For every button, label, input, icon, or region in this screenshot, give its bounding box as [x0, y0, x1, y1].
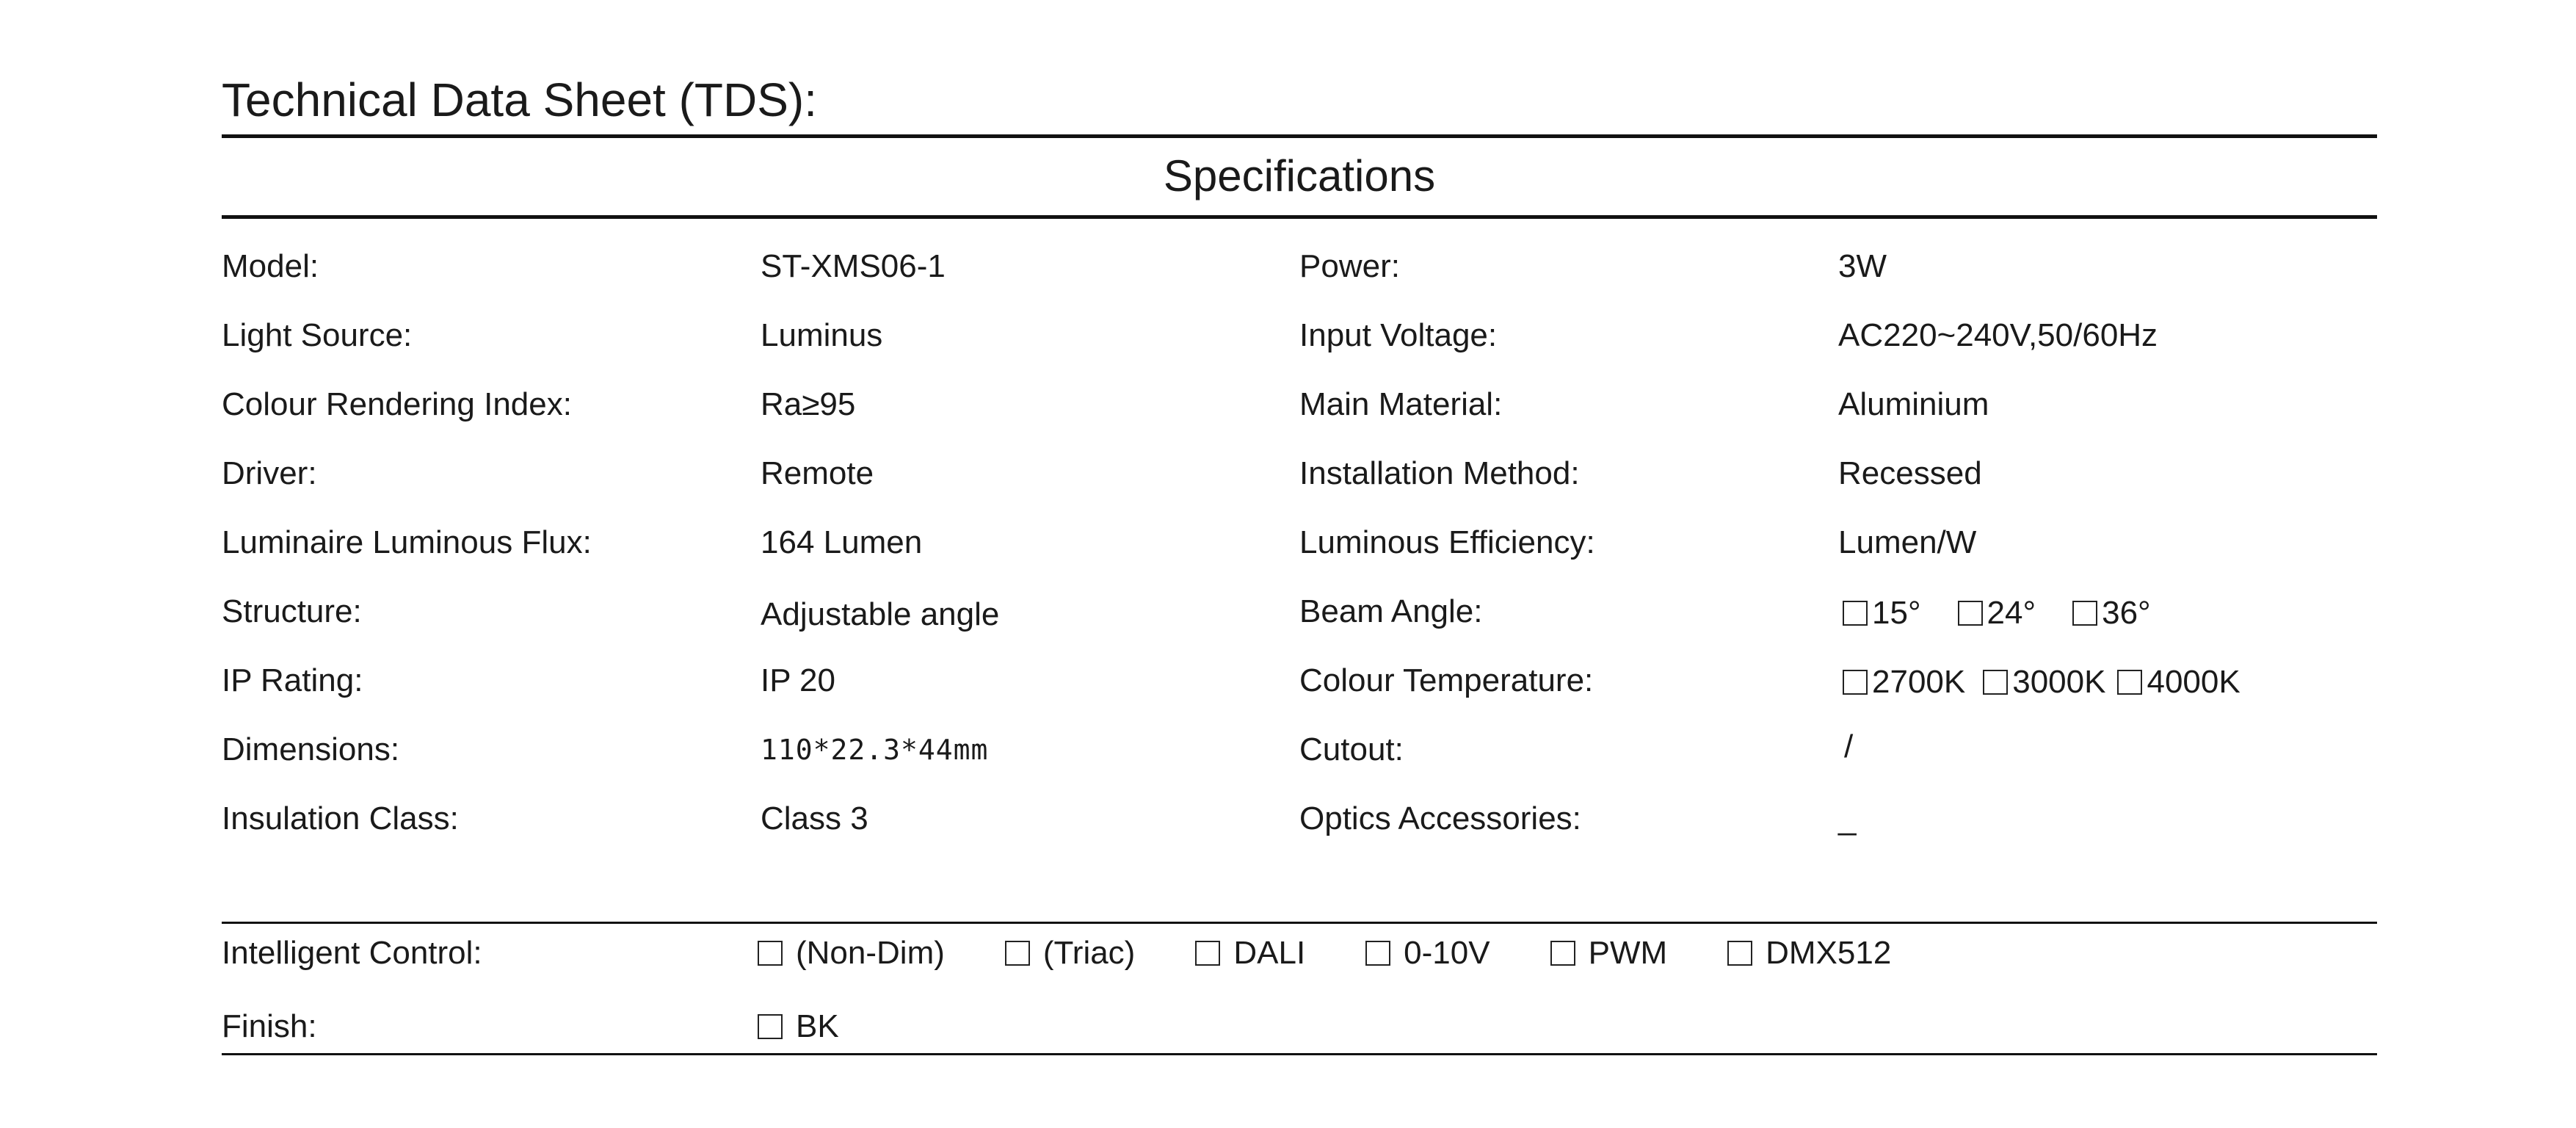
spec-value-driver: Remote — [761, 455, 874, 491]
spec-value-cutout: / — [1844, 728, 1854, 764]
spec-label-insulation-class: Insulation Class: — [222, 800, 459, 836]
spec-label-input-voltage: Input Voltage: — [1299, 317, 1498, 353]
spec-value-structure: Adjustable angle — [761, 596, 1000, 632]
spec-label-optics-accessories: Optics Accessories: — [1299, 800, 1581, 836]
document-title: Technical Data Sheet (TDS): — [222, 73, 817, 126]
spec-row — [222, 577, 2377, 646]
beam-angle-option[interactable]: 24° — [1953, 579, 2036, 648]
checkbox-icon[interactable] — [1843, 601, 1868, 626]
intelligent-control-options — [753, 916, 1947, 990]
spec-row — [222, 439, 2377, 508]
spec-value-main-material: Aluminium — [1838, 386, 1989, 422]
spec-label-model: Model: — [222, 248, 319, 284]
spec-label-colour-temperature: Colour Temperature: — [1299, 662, 1594, 698]
spec-row — [222, 646, 2377, 715]
control-option-dmx512[interactable]: DMX512 — [1723, 935, 1891, 972]
spec-value-luminous-flux: 164 Lumen — [761, 524, 923, 560]
finish-row — [222, 990, 2377, 1063]
checkbox-icon[interactable] — [1005, 941, 1030, 966]
colour-temperature-option[interactable]: 3000K — [1978, 648, 2105, 717]
spec-label-ip-rating: IP Rating: — [222, 662, 363, 698]
spec-label-cutout: Cutout: — [1299, 731, 1404, 767]
checkbox-icon[interactable] — [758, 1014, 783, 1039]
top-divider — [222, 134, 2377, 138]
beam-angle-option[interactable]: 15° — [1838, 579, 1921, 648]
checkbox-icon[interactable] — [1365, 941, 1390, 966]
checkbox-icon[interactable] — [1195, 941, 1220, 966]
spec-label-luminous-flux: Luminaire Luminous Flux: — [222, 524, 592, 560]
spec-row — [222, 301, 2377, 370]
spec-label-luminous-efficiency: Luminous Efficiency: — [1299, 524, 1595, 560]
spec-value-dimensions: 110*22.3*44mm — [761, 734, 989, 766]
control-option-non-dim[interactable]: (Non-Dim) — [753, 935, 945, 972]
checkbox-icon[interactable] — [1727, 941, 1752, 966]
checkbox-icon[interactable] — [1958, 601, 1983, 626]
finish-options — [753, 990, 895, 1063]
checkbox-icon[interactable] — [758, 941, 783, 966]
spec-label-driver: Driver: — [222, 455, 317, 491]
tds-sheet — [222, 0, 2377, 1128]
spec-row — [222, 508, 2377, 577]
checkbox-icon[interactable] — [2117, 670, 2142, 695]
control-option-pwm[interactable]: PWM — [1546, 935, 1668, 972]
spec-label-dimensions: Dimensions: — [222, 731, 400, 767]
checkbox-icon[interactable] — [1843, 670, 1868, 695]
spec-value-installation-method: Recessed — [1838, 455, 1982, 491]
spec-label-main-material: Main Material: — [1299, 386, 1503, 422]
spec-label-cri: Colour Rendering Index: — [222, 386, 572, 422]
colour-temperature-option[interactable]: 4000K — [2113, 648, 2240, 717]
checkbox-icon[interactable] — [1550, 941, 1575, 966]
spec-label-power: Power: — [1299, 248, 1400, 284]
spec-value-insulation-class: Class 3 — [761, 800, 868, 836]
colour-temperature-options — [1838, 648, 2263, 719]
spec-value-cri: Ra≥95 — [761, 386, 856, 422]
beam-angle-option[interactable]: 36° — [2068, 579, 2151, 648]
spec-row — [222, 715, 2377, 784]
spec-value-model: ST-XMS06-1 — [761, 248, 946, 284]
spec-row — [222, 370, 2377, 439]
spec-row — [222, 232, 2377, 301]
bottom-divider — [222, 1053, 2377, 1055]
checkbox-icon[interactable] — [1983, 670, 2008, 695]
beam-angle-options — [1838, 579, 2173, 650]
colour-temperature-option[interactable]: 2700K — [1838, 648, 1965, 717]
control-option-triac[interactable]: (Triac) — [1001, 935, 1135, 972]
spec-value-light-source: Luminus — [761, 317, 883, 353]
checkbox-icon[interactable] — [2072, 601, 2097, 626]
intelligent-control-label: Intelligent Control: — [222, 935, 482, 971]
spec-label-installation-method: Installation Method: — [1299, 455, 1580, 491]
spec-value-input-voltage: AC220~240V,50/60Hz — [1838, 317, 2158, 353]
spec-value-ip-rating: IP 20 — [761, 662, 835, 698]
spec-value-luminous-efficiency: Lumen/W — [1838, 524, 1977, 560]
finish-option-bk[interactable]: BK — [753, 1008, 839, 1045]
spec-label-light-source: Light Source: — [222, 317, 413, 353]
spec-row — [222, 784, 2377, 853]
spec-label-structure: Structure: — [222, 593, 362, 629]
control-option-0-10v[interactable]: 0-10V — [1361, 935, 1490, 972]
spec-value-power: 3W — [1838, 248, 1887, 284]
finish-label: Finish: — [222, 1008, 317, 1044]
spec-label-beam-angle: Beam Angle: — [1299, 593, 1483, 629]
heading-divider — [222, 215, 2377, 219]
intelligent-control-row — [222, 916, 2377, 990]
spec-value-optics-accessories: _ — [1838, 800, 1857, 836]
specifications-heading: Specifications — [1163, 151, 1436, 200]
control-option-dali[interactable]: DALI — [1191, 935, 1305, 972]
